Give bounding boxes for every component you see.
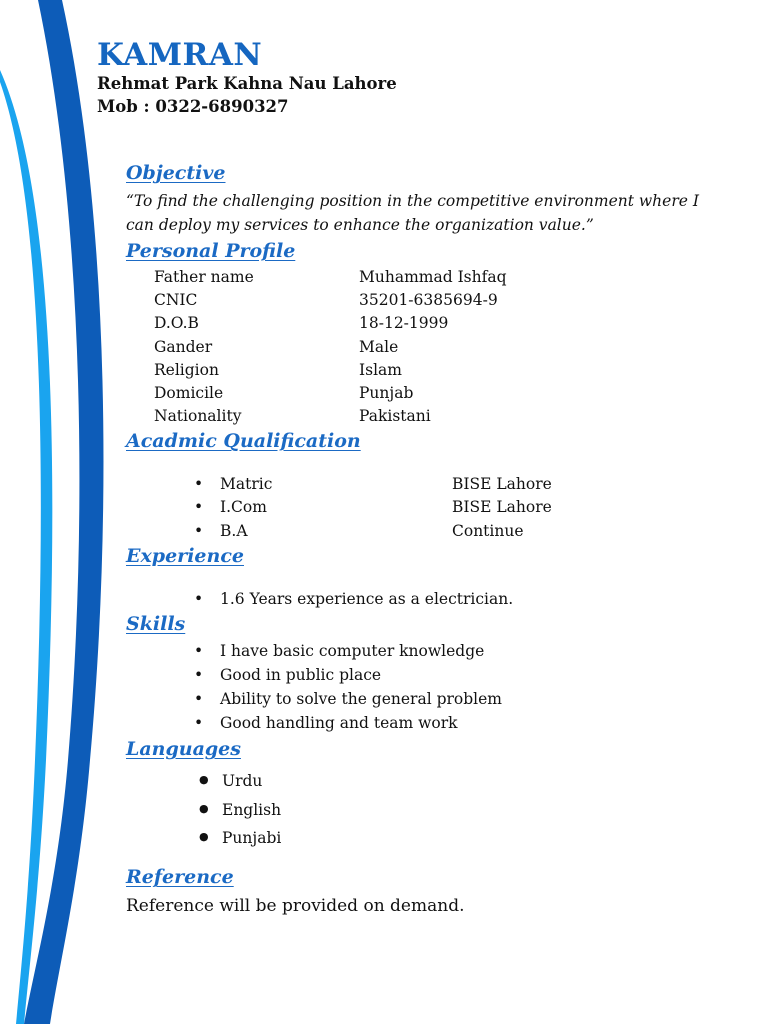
profile-value: Muhammad Ishfaq <box>359 268 507 286</box>
list-item: ● English <box>222 801 281 819</box>
candidate-name: KAMRAN <box>97 37 263 73</box>
list-item: • I.Com <box>220 498 267 516</box>
profile-label: Domicile <box>154 384 224 402</box>
reference-heading: Reference <box>126 866 234 888</box>
list-item: • Ability to solve the general problem <box>220 690 502 708</box>
qualification-board: Continue <box>452 522 524 540</box>
list-item: • Matric <box>220 475 272 493</box>
profile-label: Father name <box>154 268 254 286</box>
languages-heading: Languages <box>126 738 241 760</box>
reference-text: Reference will be provided on demand. <box>126 896 465 916</box>
list-item: ● Punjabi <box>222 829 281 847</box>
list-item: • 1.6 Years experience as a electrician. <box>220 590 513 608</box>
skills-heading: Skills <box>126 613 186 635</box>
profile-label: Nationality <box>154 407 242 425</box>
list-item: • Good in public place <box>220 666 381 684</box>
profile-value: Pakistani <box>359 407 431 425</box>
qualification-board: BISE Lahore <box>452 498 552 516</box>
list-item: • B.A <box>220 522 248 540</box>
qualification-board: BISE Lahore <box>452 475 552 493</box>
profile-label: Gander <box>154 338 213 356</box>
objective-heading: Objective <box>126 162 226 184</box>
list-item: • Good handling and team work <box>220 714 458 732</box>
mobile-number: Mob : 0322-6890327 <box>97 97 289 116</box>
profile-value: 18-12-1999 <box>359 314 449 332</box>
profile-value: Islam <box>359 361 402 379</box>
qualification-heading: Acadmic Qualification <box>126 430 361 452</box>
list-item: • I have basic computer knowledge <box>220 642 484 660</box>
profile-label: D.O.B <box>154 314 199 332</box>
personal-profile-heading: Personal Profile <box>126 240 296 262</box>
list-item: ● Urdu <box>222 772 262 790</box>
profile-value: 35201-6385694-9 <box>359 291 498 309</box>
profile-label: Religion <box>154 361 219 379</box>
profile-label: CNIC <box>154 291 198 309</box>
profile-value: Punjab <box>359 384 414 402</box>
experience-heading: Experience <box>126 545 244 567</box>
profile-value: Male <box>359 338 399 356</box>
objective-text: “To find the challenging position in the competitive environment where I can deploy my services to enhance the organization value.” <box>126 192 699 234</box>
address: Rehmat Park Kahna Nau Lahore <box>97 74 397 93</box>
